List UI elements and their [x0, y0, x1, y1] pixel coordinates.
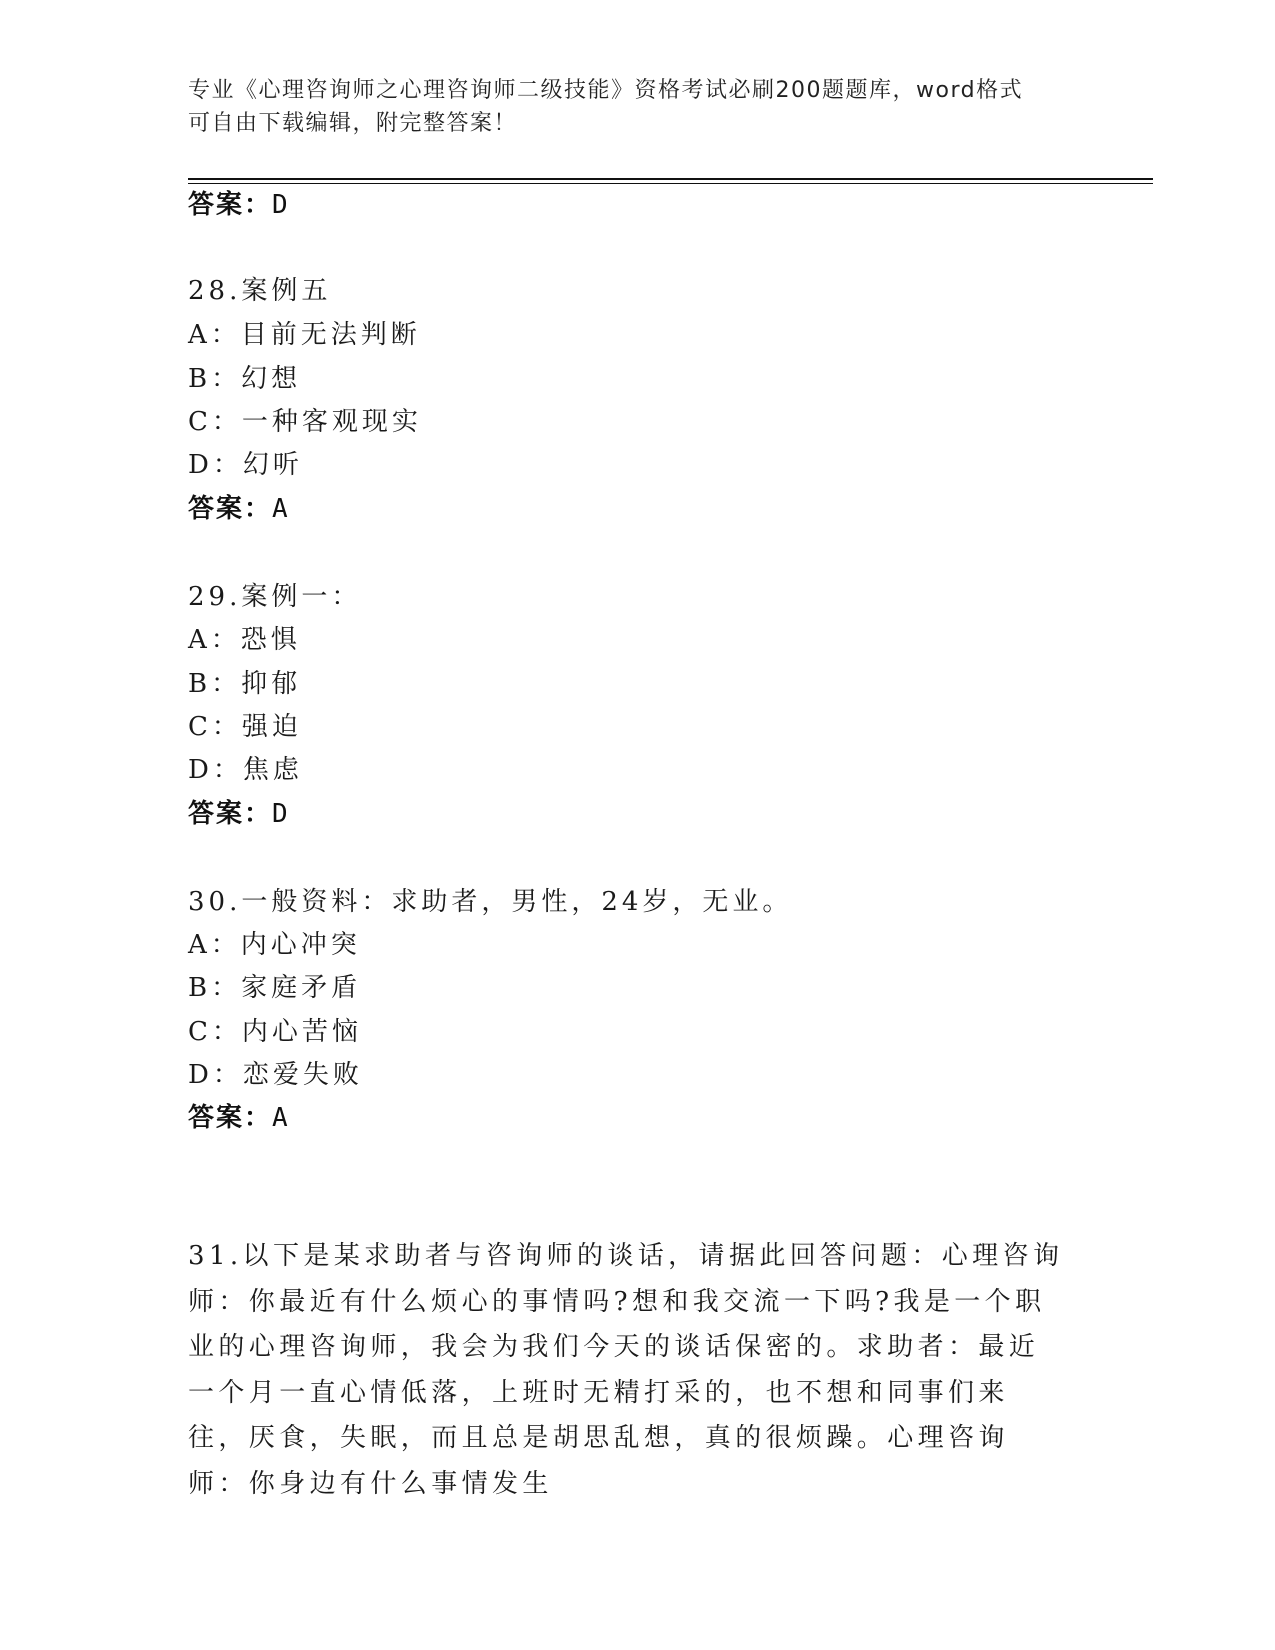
- answer-label: 答案：: [188, 799, 273, 829]
- header-divider-thick: [188, 178, 1153, 180]
- answer-label: 答案：: [188, 190, 273, 220]
- question-28-option-d: D：幻听: [188, 450, 303, 480]
- answer-q30: [188, 1101, 290, 1135]
- answer-q27: [188, 188, 290, 222]
- answer-value: A: [272, 1103, 290, 1133]
- question-30-option-a: A：内心冲突: [188, 930, 361, 960]
- header-line-2: 可自由下载编辑，附完整答案！: [188, 111, 518, 136]
- question-28-option-b: B：幻想: [188, 364, 302, 394]
- answer-value: A: [272, 494, 290, 524]
- question-31-stem: 31.以下是某求助者与咨询师的谈话，请据此回答问题：心理咨询师：你最近有什么烦心的事情吗?想和我交流一下吗?我是一个职业的心理咨询师，我会为我们今天的谈话保密的。求助者：最近一个月一直心情低落，上班时无精打采的，也不想和同事们来往，厌食，失眠，而且总是胡思乱想，真的很烦躁。心理咨询师：你身边有什么事情发生: [188, 1241, 1064, 1499]
- question-28-option-a: A：目前无法判断: [188, 320, 421, 350]
- answer-q29: [188, 797, 290, 831]
- question-30-option-b: B：家庭矛盾: [188, 973, 362, 1003]
- answer-label: 答案：: [188, 494, 273, 524]
- question-29-option-c: C：强迫: [188, 712, 302, 742]
- header-line-1: 专业《心理咨询师之心理咨询师二级技能》资格考试必刷200题题库，word格式: [188, 78, 1024, 103]
- question-29-stem: 29.案例一：: [188, 582, 362, 612]
- answer-value: D: [272, 190, 290, 220]
- question-30-option-c: C：内心苦恼: [188, 1017, 362, 1047]
- answer-label: 答案：: [188, 1103, 273, 1133]
- question-30-stem: 30.一般资料：求助者，男性，24岁，无业。: [188, 887, 793, 917]
- question-30-option-d: D：恋爱失败: [188, 1060, 363, 1090]
- answer-q28: [188, 492, 290, 526]
- answer-value: D: [272, 799, 290, 829]
- question-29-option-d: D：焦虑: [188, 755, 303, 785]
- document-header: [188, 74, 1068, 140]
- question-29-option-a: A：恐惧: [188, 625, 301, 655]
- question-28-option-c: C：一种客观现实: [188, 407, 422, 437]
- question-28-stem: 28.案例五: [188, 276, 332, 306]
- question-29-option-b: B：抑郁: [188, 669, 302, 699]
- header-divider-thin: [188, 183, 1153, 184]
